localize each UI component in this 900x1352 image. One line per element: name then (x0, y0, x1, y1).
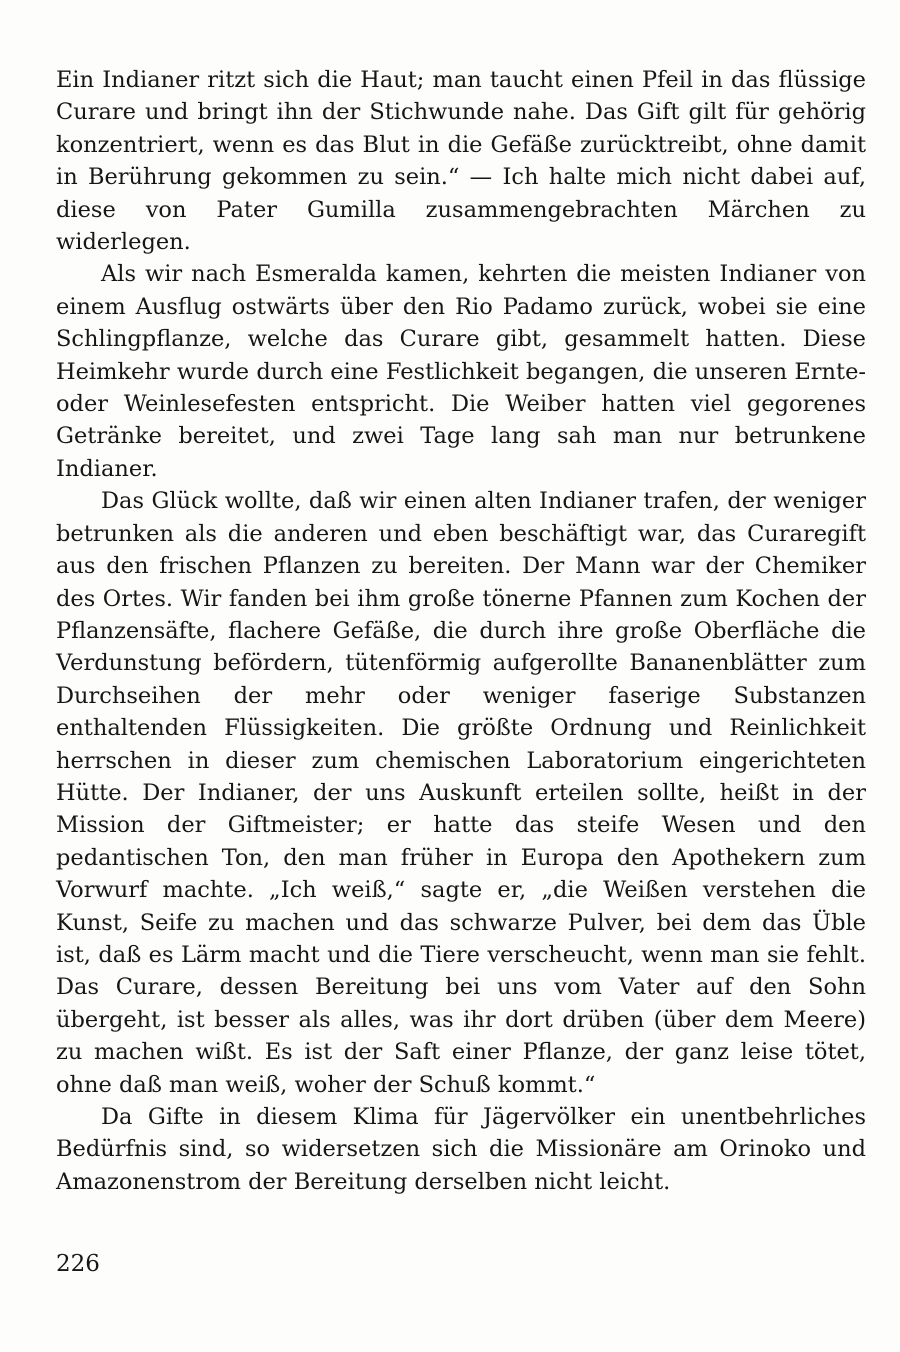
page-number: 226 (56, 1251, 100, 1277)
paragraph-1: Ein Indianer ritzt sich die Haut; man taucht einen Pfeil in das flüssige Curare und bringt ihn der Stichwunde nahe. Das Gift gilt für gehörig konzentriert, wenn es das Blut in die Gefäße zurücktreibt, ohne damit in Berührung gekommen zu sein.“ — Ich halte mich nicht dabei auf, diese von Pater Gumilla zusammengebrachten Märchen zu widerlegen. (56, 67, 866, 256)
body-text (56, 64, 866, 1198)
paragraph-4: Da Gifte in diesem Klima für Jägervölker ein unentbehrliches Bedürfnis sind, so widersetzen sich die Missionäre am Orinoko und Amazonenstrom der Bereitung derselben nicht leicht. (56, 1104, 866, 1195)
paragraph-2: Als wir nach Esmeralda kamen, kehrten die meisten Indianer von einem Ausflug ostwärts über den Rio Padamo zurück, wobei sie eine Schlingpflanze, welche das Curare gibt, gesammelt hatten. Diese Heimkehr wurde durch eine Festlichkeit begangen, die unseren Ernte- oder Weinlesefesten entspricht. Die Weiber hatten viel gegorenes Getränke bereitet, und zwei Tage lang sah man nur betrunkene Indianer. (56, 261, 866, 482)
paragraph-3: Das Glück wollte, daß wir einen alten Indianer trafen, der weniger betrunken als die anderen und eben beschäftigt war, das Curaregift aus den frischen Pflanzen zu bereiten. Der Mann war der Chemiker des Ortes. Wir fanden bei ihm große tönerne Pfannen zum Kochen der Pflanzensäfte, flachere Gefäße, die durch ihre große Oberfläche die Verdunstung befördern, tütenförmig aufgerollte Bananenblätter zum Durchseihen der mehr oder weniger faserige Substanzen enthaltenden Flüssigkeiten. Die größte Ordnung und Reinlichkeit herrschen in dieser zum chemischen Laboratorium eingerichteten Hütte. Der Indianer, der uns Auskunft erteilen sollte, heißt in der Mission der Giftmeister; er hatte das steife Wesen und den pedantischen Ton, den man früher in Europa den Apothekern zum Vorwurf machte. „Ich weiß,“ sagte er, „die Weißen verstehen die Kunst, Seife zu machen und das schwarze Pulver, bei dem das Üble ist, daß es Lärm macht und die Tiere verscheucht, wenn man sie fehlt. Das Curare, dessen Bereitung bei uns vom Vater auf den Sohn übergeht, ist besser als alles, was ihr dort drüben (über dem Meere) zu machen wißt. Es ist der Saft einer Pflanze, der ganz leise tötet, ohne daß man weiß, woher der Schuß kommt.“ (56, 488, 866, 1098)
